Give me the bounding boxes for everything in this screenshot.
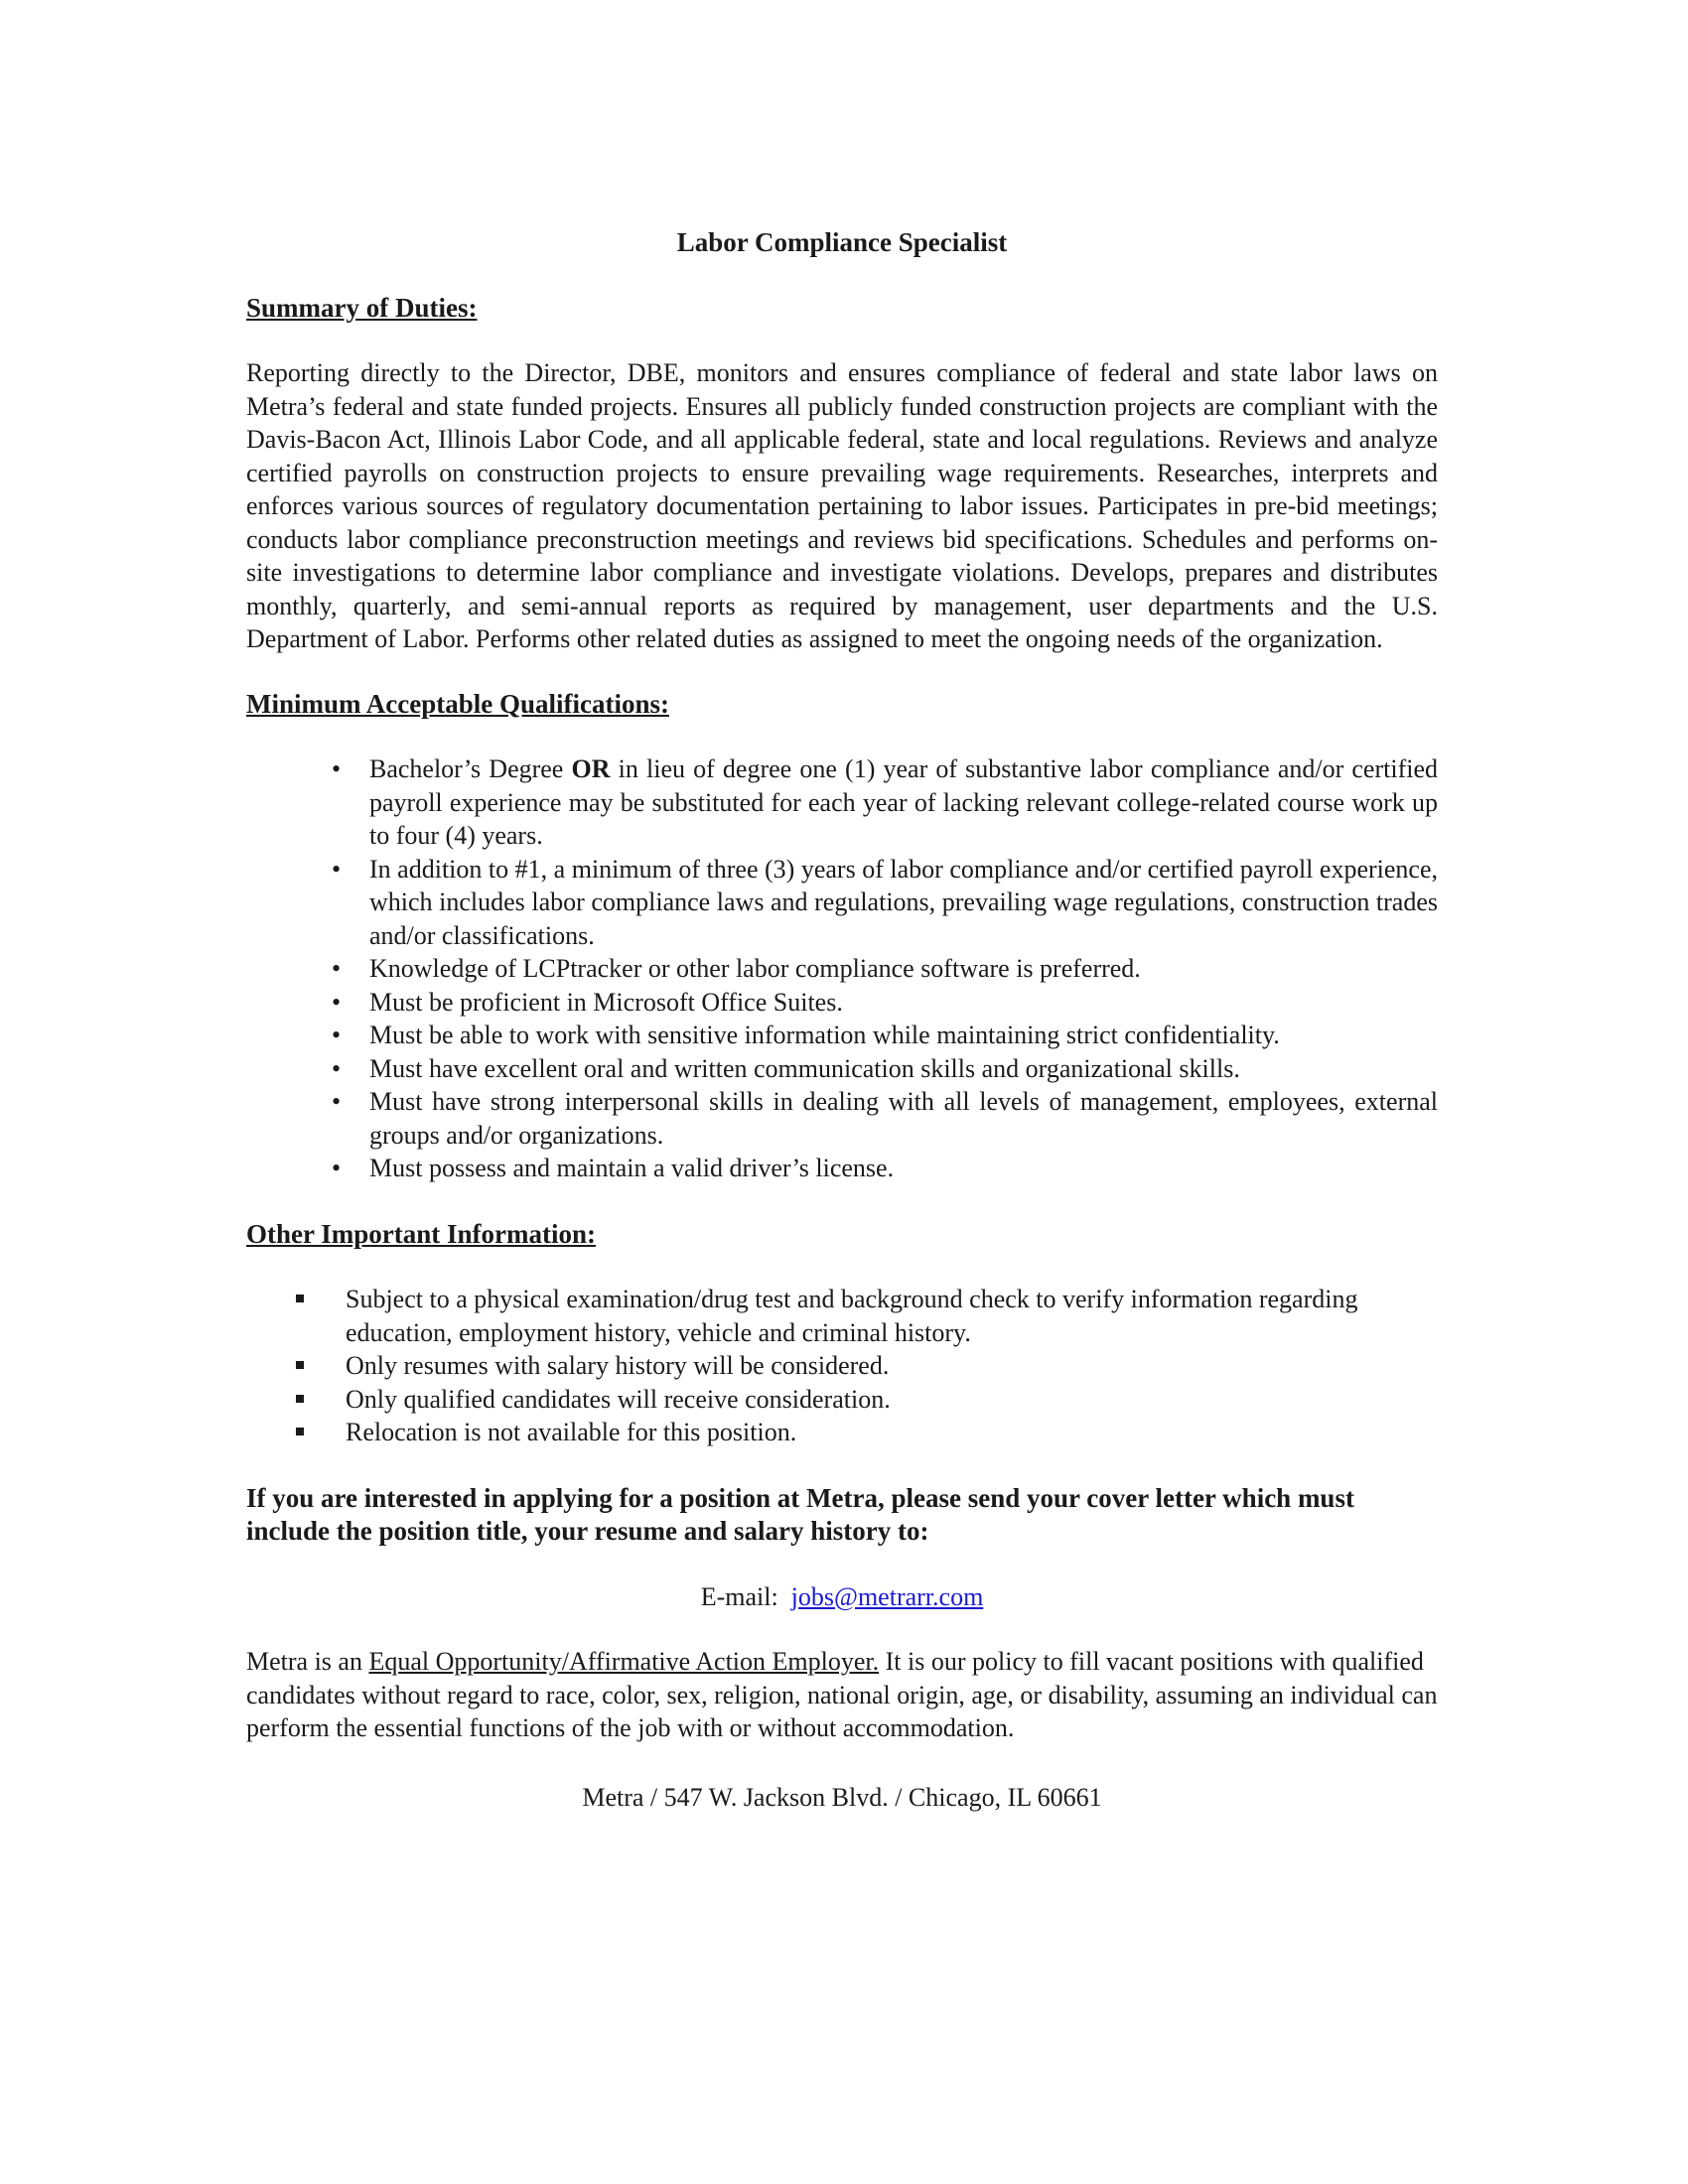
bullet-icon: • xyxy=(332,1154,342,1182)
eeo-statement xyxy=(246,1645,1438,1745)
square-bullet-icon xyxy=(296,1295,304,1302)
other-info-item xyxy=(346,1283,1438,1349)
other-info-heading: Other Important Information: xyxy=(246,1218,596,1249)
qualification-item xyxy=(332,1019,1438,1052)
apply-instructions: If you are interested in applying for a position at Metra, please send your cover letter which must include the position title, your resume and salary history to: xyxy=(246,1482,1354,1546)
qualification-item xyxy=(332,1052,1438,1086)
other-info-item xyxy=(346,1349,1438,1383)
document-title: Labor Compliance Specialist xyxy=(676,227,1008,257)
email-line xyxy=(246,1580,1438,1614)
other-info-text: Only resumes with salary history will be considered. xyxy=(346,1351,890,1380)
qualification-text: Knowledge of LCPtracker or other labor compliance software is preferred. xyxy=(369,954,1141,983)
other-info-text: Only qualified candidates will receive consideration. xyxy=(346,1384,891,1414)
eeo-prefix: Metra is an xyxy=(246,1647,369,1676)
other-info-list xyxy=(246,1283,1438,1449)
bullet-icon: • xyxy=(332,1021,342,1049)
qualification-item xyxy=(332,853,1438,953)
company-address: Metra / 547 W. Jackson Blvd. / Chicago, IL 60661 xyxy=(582,1782,1102,1812)
bullet-icon: • xyxy=(332,854,342,884)
qualification-text: In addition to #1, a minimum of three (3) years of labor compliance and/or certified payroll experience, which includes labor compliance laws and regulations, prevailing wage regulations, construction trades and/or classifications. xyxy=(369,854,1438,950)
qualification-item xyxy=(332,752,1438,853)
qualification-item xyxy=(332,1152,1438,1185)
qualification-text-after: in lieu of degree one (1) year of substantive labor compliance and/or certified payroll experience may be substituted for each year of lacking relevant college-related course work up to four (4) years. xyxy=(369,754,1438,850)
qualification-text-bold: OR xyxy=(571,754,611,783)
qualification-text: Must have excellent oral and written communication skills and organizational skills. xyxy=(369,1053,1240,1083)
other-info-item xyxy=(346,1416,1438,1449)
bullet-icon: • xyxy=(332,1053,342,1083)
eeo-employer-text: Equal Opportunity/Affirmative Action Employer. xyxy=(368,1647,880,1676)
other-info-text: Relocation is not available for this position. xyxy=(346,1418,797,1446)
bullet-icon: • xyxy=(332,754,342,783)
qualification-text-before: Bachelor’s Degree xyxy=(369,754,572,783)
qualification-text: Must have strong interpersonal skills in dealing with all levels of management, employees, external groups and/or organizations. xyxy=(369,1087,1438,1150)
square-bullet-icon xyxy=(296,1428,304,1435)
square-bullet-icon xyxy=(296,1361,304,1369)
document-page xyxy=(246,226,1438,1814)
qualification-text: Must possess and maintain a valid driver’s license. xyxy=(369,1154,895,1182)
other-info-text: Subject to a physical examination/drug test and background check to verify information regarding education, employment history, vehicle and criminal history. xyxy=(346,1285,1358,1347)
qualifications-heading: Minimum Acceptable Qualifications: xyxy=(246,688,669,719)
bullet-icon: • xyxy=(332,987,342,1017)
summary-heading: Summary of Duties: xyxy=(246,292,478,323)
qualification-item xyxy=(332,986,1438,1020)
other-info-item xyxy=(346,1383,1438,1417)
qualifications-list xyxy=(246,752,1438,1185)
eeo-suffix: It is our policy to fill vacant positions with qualified candidates without regard to race, color, sex, religion, national origin, age, or disability, assuming an individual can perform the essential functions of the job with or without accommodation. xyxy=(246,1647,1438,1742)
square-bullet-icon xyxy=(296,1395,304,1403)
bullet-icon: • xyxy=(332,954,342,983)
email-link[interactable]: jobs@metrarr.com xyxy=(790,1581,984,1611)
bullet-icon: • xyxy=(332,1087,342,1116)
qualification-item xyxy=(332,1085,1438,1152)
summary-text: Reporting directly to the Director, DBE, monitors and ensures compliance of federal and state labor laws on Metra’s federal and state funded projects. Ensures all publicly funded construction projects are compliant with the Davis-Bacon Act, Illinois Labor Code, and all applicable federal, state and local regulations. Reviews and analyze certified payrolls on construction projects to ensure prevailing wage requirements. Researches, interprets and enforces various sources of regulatory documentation pertaining to labor issues. Participates in pre-bid meetings; conducts labor compliance preconstruction meetings and reviews bid specifications. Schedules and performs on-site investigations to determine labor compliance and investigate violations. Develops, prepares and distributes monthly, quarterly, and semi-annual reports as required by management, user departments and the U.S. Department of Labor. Performs other related duties as assigned to meet the ongoing needs of the organization. xyxy=(246,358,1438,653)
email-label: E-mail: xyxy=(700,1581,778,1611)
qualification-text: Must be proficient in Microsoft Office Suites. xyxy=(369,987,843,1017)
qualification-item xyxy=(332,952,1438,986)
qualification-text: Must be able to work with sensitive information while maintaining strict confidentiality. xyxy=(369,1021,1280,1049)
